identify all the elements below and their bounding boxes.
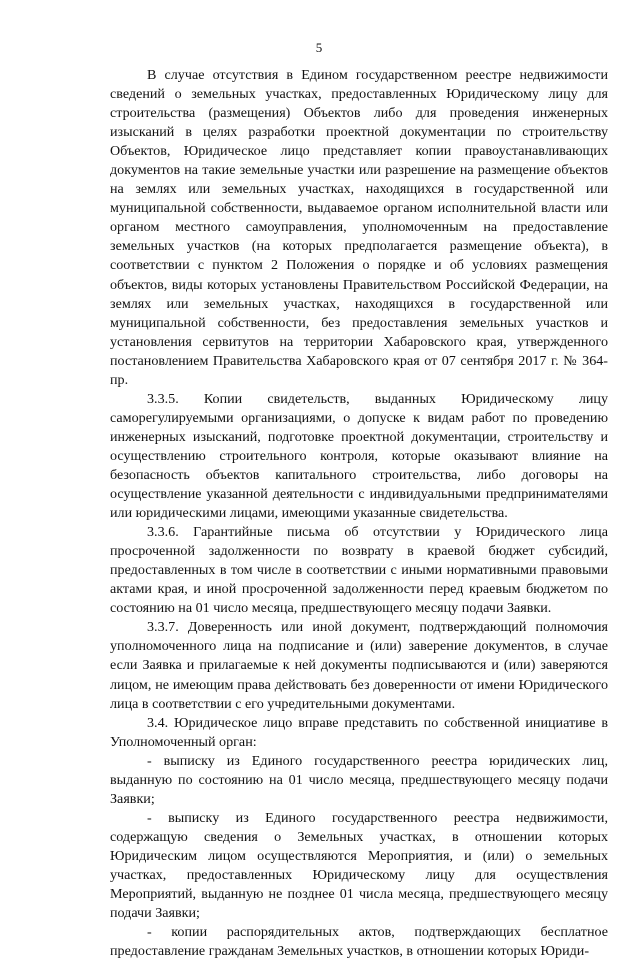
paragraph-3-3-7: 3.3.7. Доверенность или иной документ, подтверждающий полномочия уполномоченного лица на подписание и (или) заверение документов, в случае если Заявка и прилагаемые к ней документы подписываются и (или) заверяются лицом, не имеющим права действовать без доверенности от имени Юридического лица в соответствии с его учредительными документами.: [110, 619, 608, 712]
list-item-egrn-extract: - выписку из Единого государственного реестра недвижимости, содержащую сведения о Земельных участках, в отношении которых Юридическим лицом осуществляются Мероприятия, и (или) о земельных участках, предоставленных Юридическому лицу для осуществления Мероприятий, выданную не позднее 01 числа месяца, предшествующего месяцу подачи Заявки;: [110, 809, 608, 922]
paragraph-reestr-absence: В случае отсутствия в Едином государственном реестре недвижимости сведений о земельных участках, предоставленных Юридическому лицу для строительства (размещения) Объектов либо для проведения инженерных изысканий в целях разработки проектной документации по строительству Объектов, Юридическое лицо представляет копии правоустанавливающих документов на такие земельные участки или разрешение на размещение объектов на землях или земельных участках, находящихся в государственной или муниципальной собственности, выдаваемое органом исполнительной власти или органом местного самоуправления, уполномоченным на предоставление земельных участков (на которых предполагается размещение объекта), в соответствии с пунктом 2 Положения о порядке и об условиях размещения объектов, виды которых установлены Правительством Российской Федерации, на землях или земельных участках, находящихся в государственной или муниципальной собственности, без предоставления земельных участков и установления сервитутов на территории Хабаровского края, утвержденного постановлением Правительства Хабаровского края от 07 сентября 2017 г. № 364-пр.: [110, 67, 608, 388]
paragraph-3-3-5: 3.3.5. Копии свидетельств, выданных Юридическому лицу саморегулируемыми организациями, о допуске к видам работ по проведению инженерных изысканий, подготовке проектной документации, строительству и осуществлению строительного контроля, которые оказывают влияние на безопасность объектов капитального строительства, либо договоры на осуществление указанной деятельности с индивидуальными предпринимателями или юридическими лицами, имеющими указанные свидетельства.: [110, 390, 608, 522]
page-number: 5: [315, 40, 323, 55]
list-item-egrul-extract: - выписку из Единого государственного реестра юридических лиц, выданную по состоянию на 01 число месяца, предшествующего месяцу подачи Заявки;: [110, 752, 608, 807]
paragraph-3-3-6: 3.3.6. Гарантийные письма об отсутствии у Юридического лица просроченной задолженности по возврату в краевой бюджет субсидий, предоставленных в том числе в соответствии с иными нормативными правовыми актами края, и иной просроченной задолженности перед краевым бюджетом по состоянию на 01 число месяца, предшествующего месяцу подачи Заявки.: [110, 524, 608, 617]
document-body: [110, 66, 608, 961]
paragraph-3-4: 3.4. Юридическое лицо вправе представить по собственной инициативе в Уполномоченный орган:: [110, 714, 608, 750]
list-item-administrative-acts: - копии распорядительных актов, подтверждающих бесплатное предоставление гражданам Земельных участков, в отношении которых Юриди-: [110, 924, 608, 960]
